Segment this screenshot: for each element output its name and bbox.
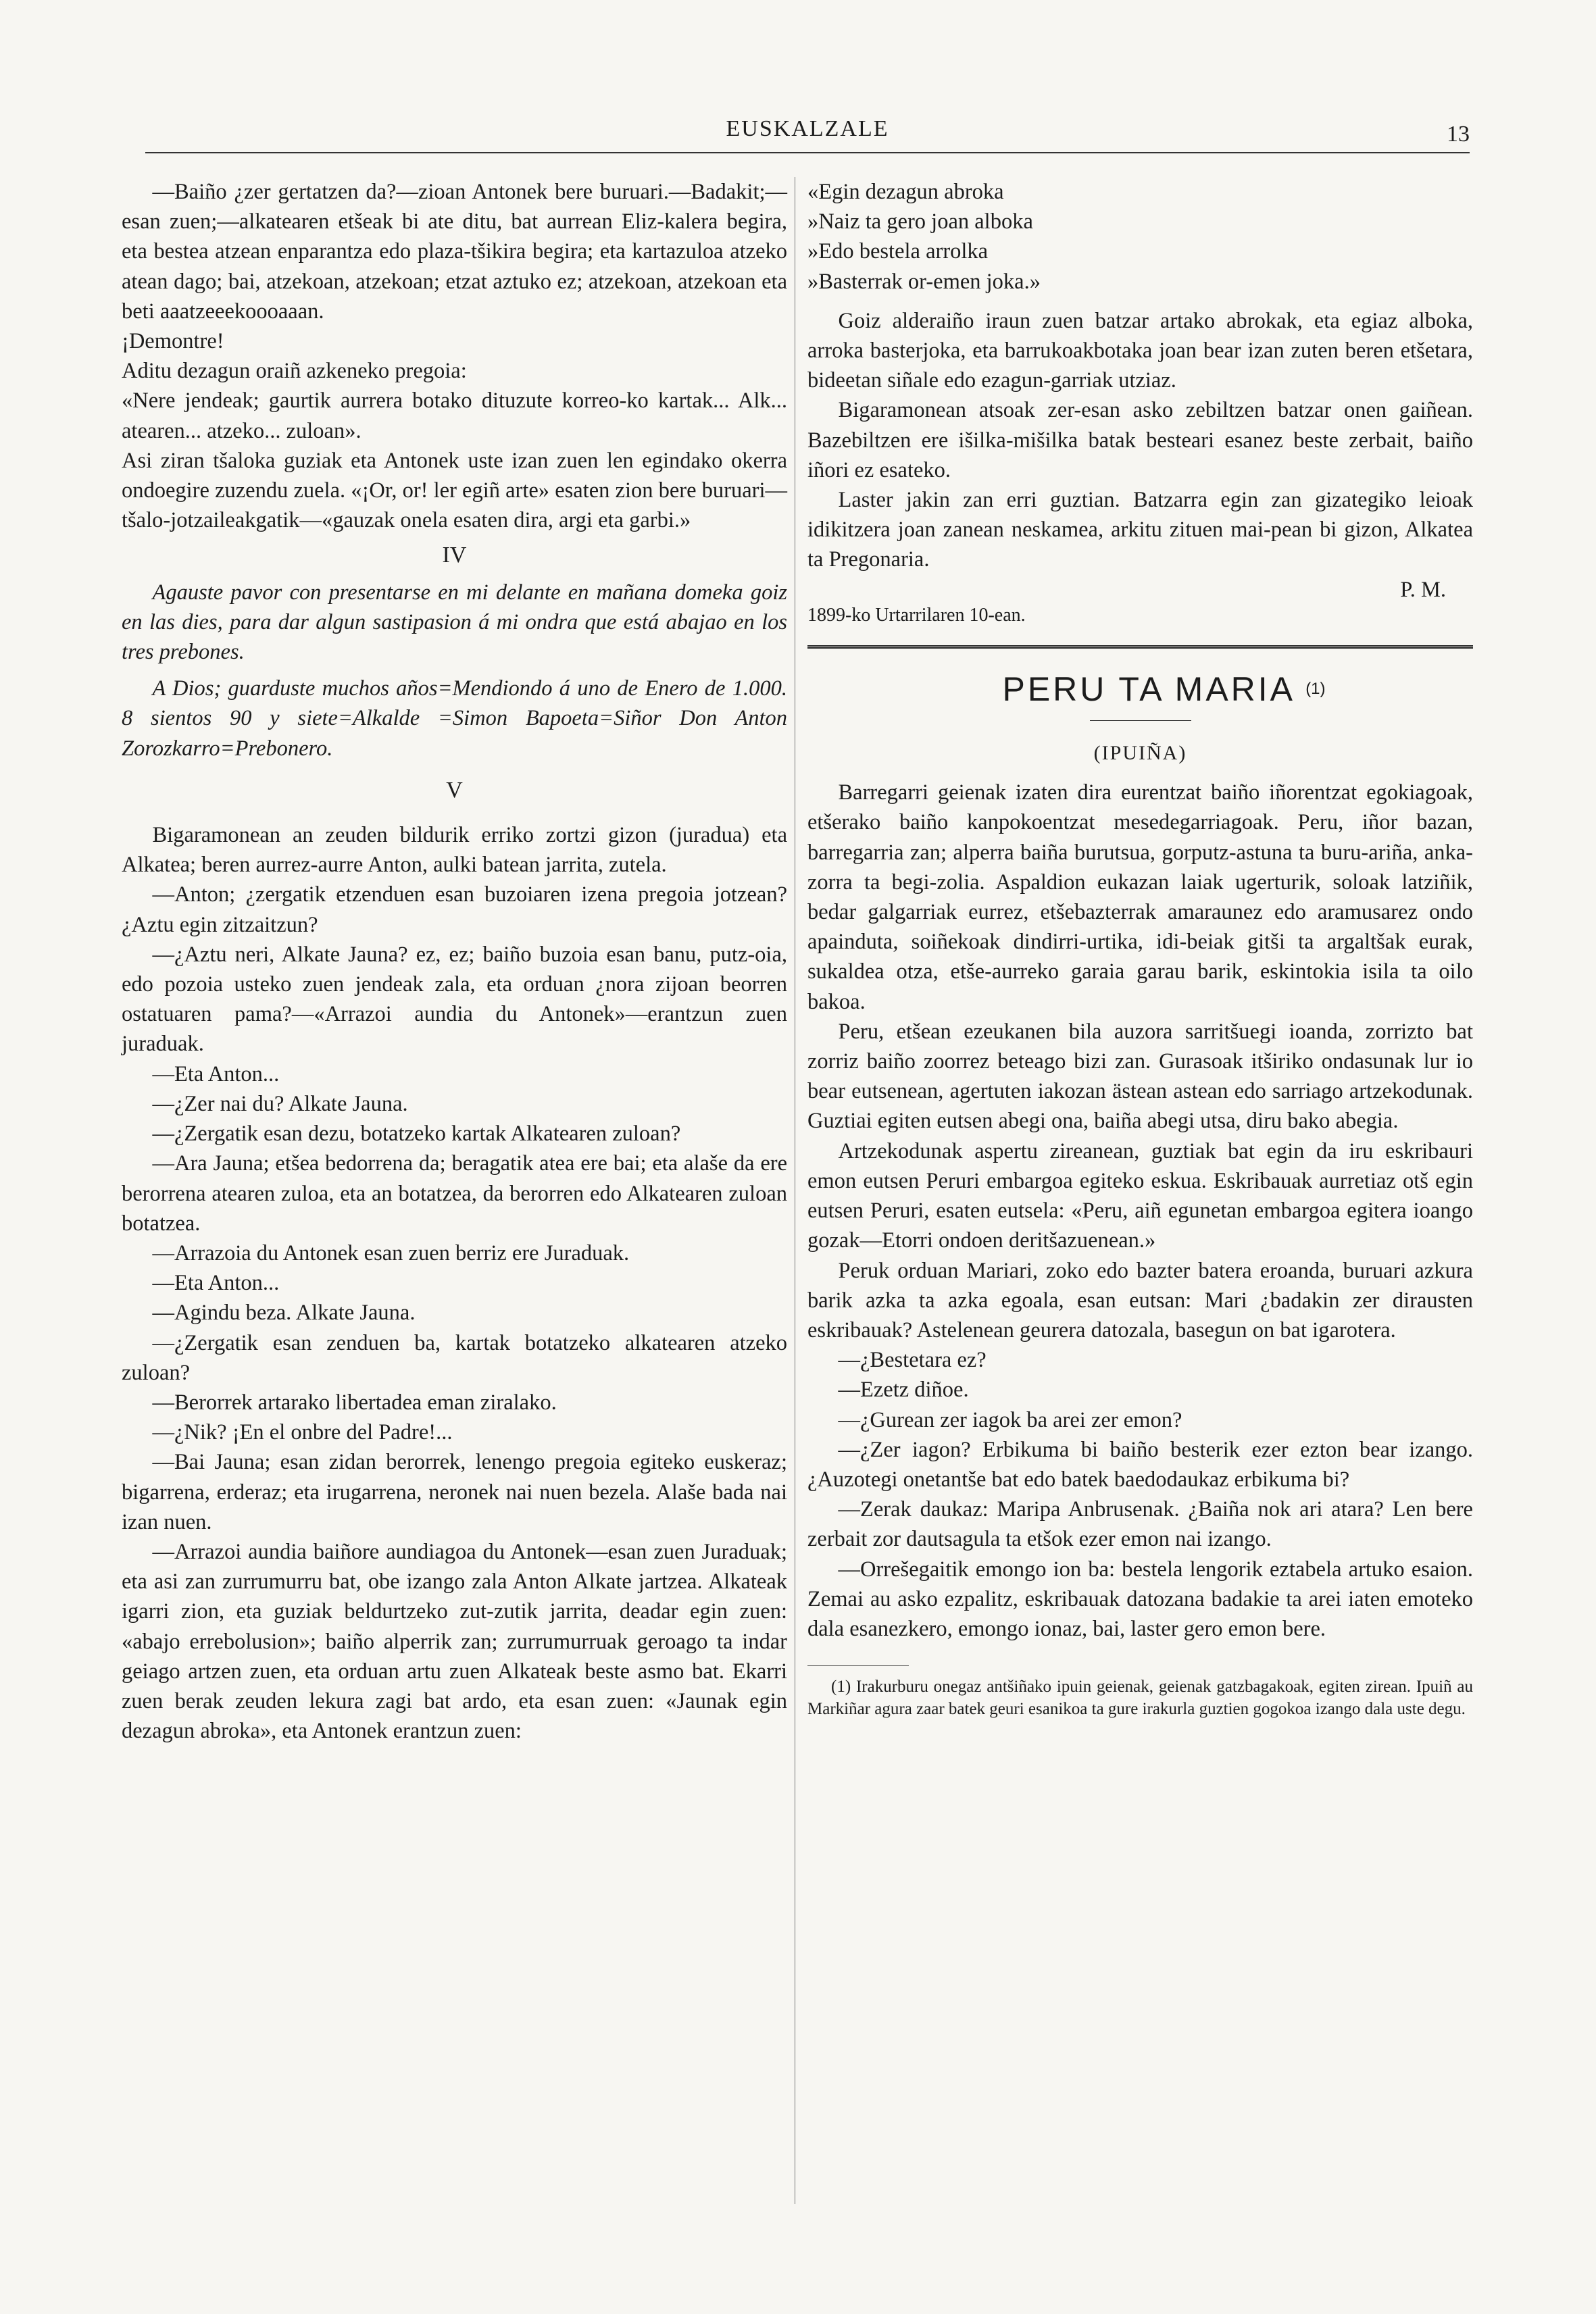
paragraph: —¿Gurean zer iagok ba arei zer emon? bbox=[838, 1407, 1182, 1432]
paragraph: —¿Zergatik esan dezu, botatzeko kartak Alkatearen zuloan? bbox=[152, 1122, 681, 1147]
paragraph: —¿Zer nai du? Alkate Jauna. bbox=[152, 1091, 408, 1116]
paragraph: Bigaramonean atsoak zer-esan asko zebiltzen batzar onen gaiñean. Bazebiltzen ere išilka-mišilka batak besteari esanez beste zerbait, baiño iñori ez esateko. bbox=[807, 398, 1473, 482]
spanish-notice: Agauste pavor con presentarse en mi delante en mañana domeka goiz en las dies, para dar algun sastipasion á mi ondra que está abajao en los tres prebones. bbox=[122, 580, 787, 665]
paragraph: Bigaramonean an zeuden bildurik erriko zortzi gizon (juradua) eta Alkatea; beren aurrez-aurre Anton, aulki batean jarrita, zutela. bbox=[122, 823, 787, 878]
footnote-area bbox=[807, 1665, 1473, 1720]
header-rule bbox=[145, 152, 1470, 153]
section-rule bbox=[807, 645, 1473, 649]
paragraph: Peruk orduan Mariari, zoko edo bazter batera eroanda, buruari azkura barik azka ta azka egoala, esan eutsan: Mari ¿badakin zer dirausten eskribauak? Astelenean geurera datozala, basegun on bat igarotera. bbox=[807, 1258, 1473, 1342]
paragraph: —Orrešegaitik emongo ion ba: bestela lengorik eztabela artuko esaion. Zemai au asko ezpalitz, eskribauak datozana badakie ta arei iaten emoteko dala esanezkero, emongo ionaz, bai, laster gero emon bere. bbox=[807, 1557, 1473, 1641]
paragraph: «Nere jendeak; gaurtik aurrera botako dituzute korreo-ko kartak... Alk... atearen... atzeko... zuloan». bbox=[122, 388, 787, 443]
paragraph: ¡Demontre! bbox=[122, 329, 224, 354]
paragraph: —Agindu beza. Alkate Jauna. bbox=[152, 1301, 416, 1326]
poem-line: »Naiz ta gero joan alboka bbox=[807, 209, 1033, 234]
footnote-marker: (1) bbox=[1305, 680, 1326, 699]
paragraph: —Ara Jauna; etšea bedorrena da; beragatik atea ere bai; eta alaše da ere berorrena atearen zuloa, eta an botatzea, da berorren edo Alkatearen zuloan botatzea. bbox=[122, 1151, 787, 1236]
story-title-text: PERU TA MARIA bbox=[1002, 670, 1294, 709]
paragraph: —Eta Anton... bbox=[152, 1271, 280, 1296]
footnote-rule bbox=[807, 1665, 909, 1666]
paragraph: Barregarri geienak izaten dira eurentzat baiño iñorentzat egokiagoak, etšerako baiño kanpokoentzat mesedegarriagoak. Peru, iñor bazan, barregarria zan; alperra baiña burutsua, gorputz-astuna ta buru-ariña, anka-zorra ta begi-zolia. Aspaldion eukazan laiak ugerturik, soloak latziñik, bedar galgarriak eurrez, etšebazterrak amaraunez edo aramusarez ondo apaindutа, soiñekoak dindirri-urtika, idi-beiak gitši ta argaltšak eurak, sukaldea otza, etše-aurreko garaia garau barik, eskintokia isila ta oilo bakoa. bbox=[807, 780, 1473, 1014]
author-signature: P. M. bbox=[1400, 577, 1446, 602]
poem-line: »Basterrak or-emen joka.» bbox=[807, 269, 1041, 294]
paragraph: —Anton; ¿zergatik etzenduen esan buzoiaren izena pregoia jotzean? ¿Aztu egin zitzaitzun? bbox=[122, 882, 787, 937]
paragraph: —Eta Anton... bbox=[152, 1061, 280, 1086]
paragraph: —¿Bestetara ez? bbox=[838, 1348, 987, 1373]
poem-line: «Egin dezagun abroka bbox=[807, 180, 1004, 204]
date-line: 1899-ko Urtarrilaren 10-ean. bbox=[807, 604, 1026, 626]
paragraph: —Baiño ¿zer gertatzen da?—zioan Antonek bere buruari.—Badakit;—esan zuen;—alkatearen etšeak bi ate ditu, bat aurrean Eliz-kalera begira, eta bestea atzean enparantza edo plaza-tšikira begira; eta kartazuloa atzeko atean dago; bai, atzekoan, atzekoan; etzat aztuko ez; atzekoan, atzekoan eta beti aaatzeeekoooaaan. bbox=[122, 180, 787, 324]
paragraph: Asi ziran tšaloka guziak eta Antonek uste izan zuen len egindako okerra ondoegire zuzendu zuela. «¡Or, or! ler egiñ arte» esaten zion bere buruari—tšalo-jotzaileakgatik—«gauzak onela esaten dira, argi eta garbi.» bbox=[122, 448, 787, 533]
paragraph: —¿Aztu neri, Alkate Jauna? ez, ez; baiño buzoia esan banu, putz-oia, edo pozoia usteko zuen jendeak zala, eta orduan ¿nora zijoan beorren ostatuaren pama?—«Arrazoi aundia du Antonek»—erantzun zuen juraduak. bbox=[122, 942, 787, 1057]
paragraph: —Berorrek artarako libertadea eman ziralako. bbox=[152, 1390, 557, 1415]
paragraph: —¿Zer iagon? Erbikuma bi baiño besterik ezer ezton bear izango. ¿Auzotegi onetantše bat edo batek baedodaukaz erbikuma bi? bbox=[807, 1437, 1473, 1492]
paragraph: Aditu dezagun oraiñ azkeneko pregoia: bbox=[122, 359, 467, 384]
story-title bbox=[807, 669, 1473, 709]
paragraph: Laster jakin zan erri guztian. Batzarra egin zan gizategiko leioak idikitzera joan zanean neskamea, arkitu zituen mai-pean bi gizon, Alkatea ta Pregonaria. bbox=[807, 488, 1473, 572]
poem bbox=[807, 177, 1473, 297]
story-subtitle: (IPUIÑA) bbox=[1093, 742, 1187, 765]
title-rule bbox=[1090, 720, 1191, 721]
paragraph: —¿Nik? ¡En el onbre del Padre!... bbox=[152, 1420, 453, 1445]
page-number: 13 bbox=[1447, 122, 1470, 147]
paragraph: Goiz alderaiño iraun zuen batzar artako abrokak, eta egiaz alboka, arroka basterjoka, eta barrukoakbotaka joan bear izan zuten beren etšetara, bideetan siñale edo ezagun-garriak utziaz. bbox=[807, 308, 1473, 393]
page-header bbox=[145, 116, 1470, 157]
paragraph: Peru, etšean ezeukanen bila auzora sarritšuegi ioanda, zorrizto bat zorriz baiño zoorrez beteago bizi zan. Gurasoak itširiko ondasunak lur io bear eutsenean, agertuten iakozan ästean astean edo sarriago artzekodunak. Guztiai egiten eutsen abegi ona, baiña abegi utsa, diru bako abegia. bbox=[807, 1019, 1473, 1134]
paragraph: —Arrazoia du Antonek esan zuen berriz ere Juraduak. bbox=[152, 1240, 630, 1265]
section-heading-iv: IV bbox=[442, 543, 467, 568]
paragraph: —Bai Jauna; esan zidan berorrek, lenengo pregoia egiteko euskeraz; bigarrena, erderaz; eta irugarrena, neronek nai nuen bezela. Alaše bada nai izan nuen. bbox=[122, 1450, 787, 1534]
paragraph: —Zerak daukaz: Maripa Anbrusenak. ¿Baiña nok ari atara? Len bere zerbait zor dautsagula ta etšok ezer emon nai izango. bbox=[807, 1497, 1473, 1552]
section-heading-v: V bbox=[446, 777, 463, 803]
footnote: (1) Irakurburu onegaz antšiñako ipuin geienak, geienak gatzbagakoak, egiten zirean. Ipuiñ au Markiñar agura zaar batek geuri esanikoa ta gure irakurla guztien gogokoa izango dala uste degu. bbox=[807, 1678, 1473, 1719]
paragraph: —Arrazoi aundia baiñore aundiagoa du Antonek—esan zuen Juraduak; eta asi zan zurrumurru bat, obe izango zala Anton Alkate jartzea. Alkateak igarri zion, eta guziak beldurtzeko zut-zutik jarrita, deadar egin zuen: «abajo errebolusion»; baiño alperrik zan; zurrumurruak geroago ta indar geiago artzen zuen, eta orduan artu zuen Alkateak beste asmo bat. Ekarri zuen berak zeuden lekura zagi bat ardo, eta esan zuen: «Jaunak egin dezagun abroka», eta Antonek erantzun zuen: bbox=[122, 1539, 787, 1744]
paragraph: —¿Zergatik esan zenduen ba, kartak botatzeko alkatearen atzeko zuloan? bbox=[122, 1330, 787, 1385]
right-column bbox=[807, 177, 1473, 1720]
running-title: EUSKALZALE bbox=[726, 116, 889, 141]
left-column bbox=[122, 177, 787, 1746]
poem-line: »Edo bestela arrolka bbox=[807, 239, 989, 264]
spanish-notice: A Dios; guarduste muchos años=Mendiondo á uno de Enero de 1.000. 8 sientos 90 y siete=Alkalde =Simon Bapoeta=Siñor Don Anton Zorozkarro=Prebonero. bbox=[122, 676, 787, 761]
paragraph: —Ezetz diñoe. bbox=[838, 1378, 969, 1403]
paragraph: Artzekodunak aspertu zireanean, guztiak bat egin da iru eskribauri emon eutsen Peruri embargoa egiteko eskua. Eskribauak aurretiaz otš egin eutsen Peruri, esaten eutsela: «Peru, aiñ egunetan embargoa egitera ioango gozak—Etorri ondoen deritšazuenean.» bbox=[807, 1138, 1473, 1253]
